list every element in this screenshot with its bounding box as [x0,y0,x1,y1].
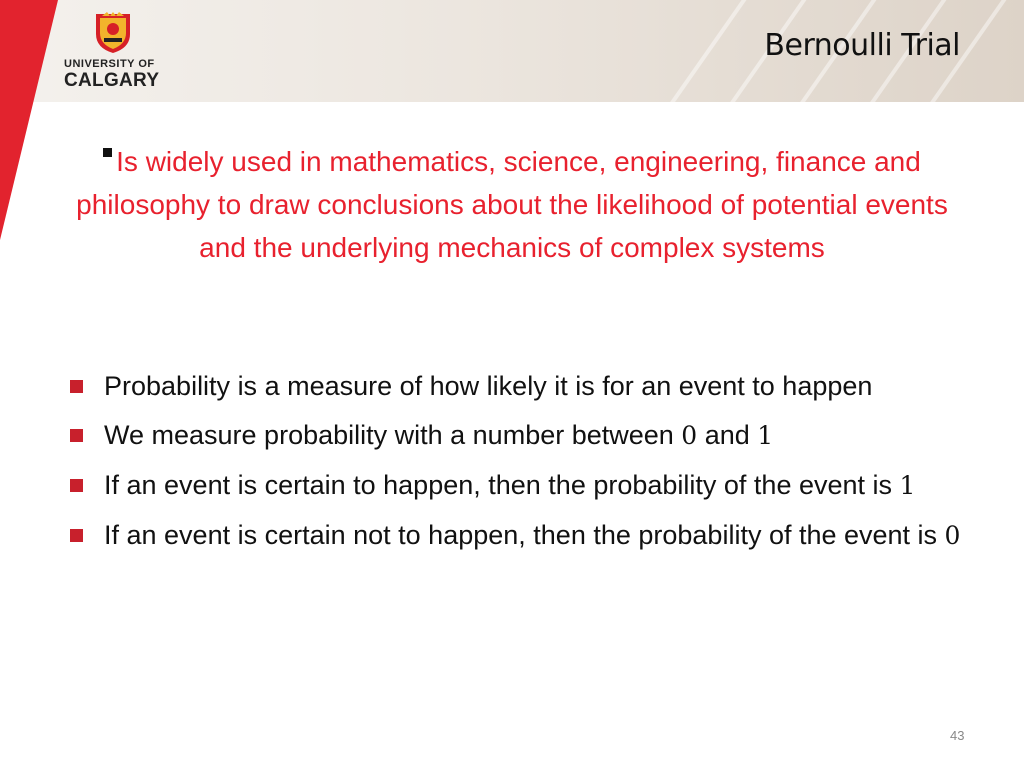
red-bullet-text: Is widely used in mathematics, science, engineering, finance and philosophy to draw conclusions about the likelihood of potential events and the underlying mechanics of complex systems [76,146,948,263]
bullet-square-icon [70,429,83,442]
logo-calgary-text: CALGARY [64,70,160,91]
bullet-text: Probability is a measure of how likely it is for an event to happen [104,371,873,401]
list-item [64,515,964,556]
math-number: 0 [681,421,698,450]
page-number: 43 [950,728,965,743]
slide-title: Bernoulli Trial [764,28,960,63]
bullet-text: We measure probability with a number between [104,420,682,450]
red-wedge-decoration [0,0,64,768]
bullet-list [64,366,964,565]
bullet-square-icon [70,529,83,542]
bullet-text: If an event is certain to happen, then the probability of the event is [104,470,900,500]
logo-university-text: UNIVERSITY OF [64,58,155,70]
math-number: 0 [944,521,961,550]
bullet-text-connector: and [697,420,758,450]
bullet-square-icon [70,479,83,492]
list-item [64,465,964,506]
math-number: 1 [757,421,774,450]
bullet-text: If an event is certain not to happen, then the probability of the event is [104,520,945,550]
math-number: 1 [899,471,916,500]
bullet-square-icon [103,148,112,157]
red-bullet-paragraph [62,140,962,269]
list-item [64,415,964,456]
university-logo [64,12,164,90]
crest-icon [94,12,132,54]
bullet-square-icon [70,380,83,393]
list-item [64,366,964,406]
